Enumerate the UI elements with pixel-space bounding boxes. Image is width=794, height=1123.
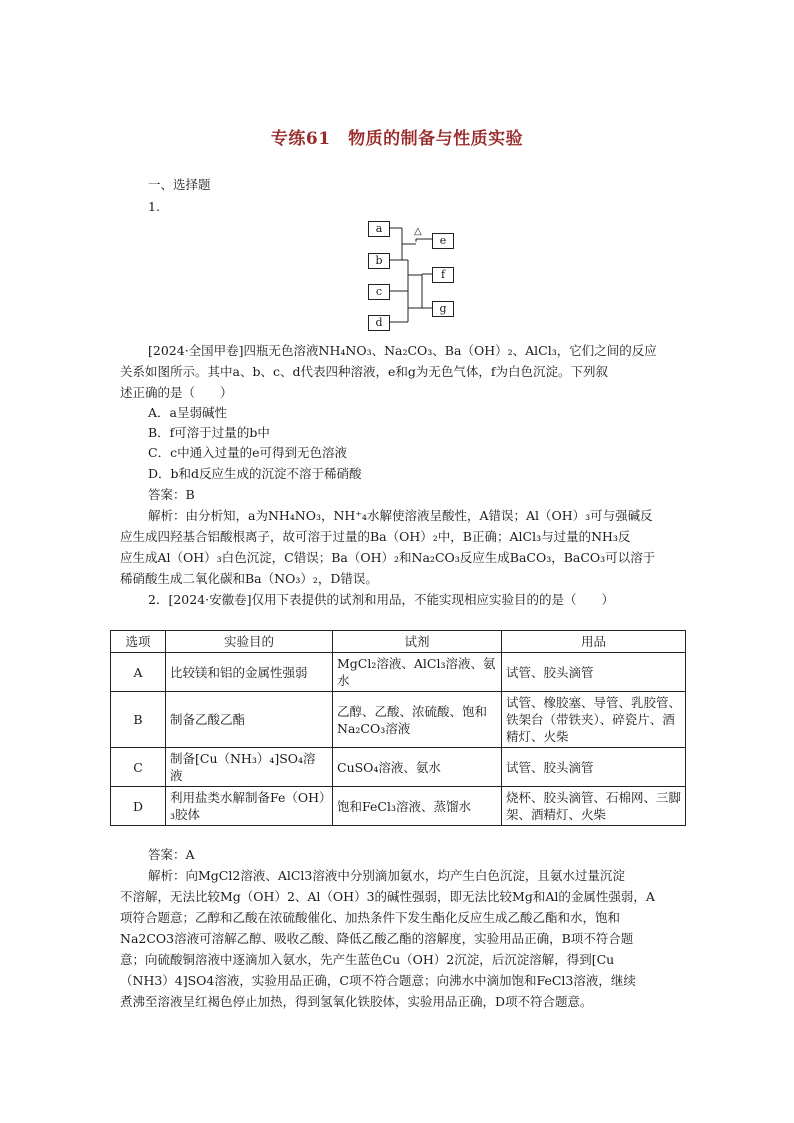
table-row xyxy=(111,748,686,787)
table-header-cell: 选项 xyxy=(111,631,166,653)
diagram-box-e: e xyxy=(432,233,454,249)
q1-analysis-line: 稀硝酸生成二氧化碳和Ba（NO₃）₂，D错误。 xyxy=(120,571,378,586)
table-cell: 乙醇、乙酸、浓硫酸、饱和Na₂CO₃溶液 xyxy=(333,692,502,748)
q2-analysis-line: 意；向硫酸铜溶液中逐滴加入氨水，先产生蓝色Cu（OH）2沉淀，后沉淀溶解，得到[Cu xyxy=(120,952,615,967)
table-cell: D xyxy=(111,787,166,826)
q2-answer: 答案：A xyxy=(148,847,195,862)
q1-option-a: A．a呈弱碱性 xyxy=(148,405,227,420)
table-cell: 比较镁和铝的金属性强弱 xyxy=(166,653,333,692)
table-cell: MgCl₂溶液、AlCl₃溶液、氨水 xyxy=(333,653,502,692)
q1-analysis-line: 应生成Al（OH）₃白色沉淀，C错误；Ba（OH）₂和Na₂CO₃反应生成BaCO₃，BaCO₃可以溶于 xyxy=(120,550,656,565)
q1-option-c: C．c中通入过量的e可得到无色溶液 xyxy=(148,445,347,460)
q1-stem-line: 关系如图所示。其中a、b、c、d代表四种溶液，e和g为无色气体，f为白色沉淀。下列叙 xyxy=(120,364,608,379)
diagram-box-b: b xyxy=(368,253,390,269)
q2-analysis-line: （NH3）4]SO4溶液，实验用品正确，C项不符合题意；向沸水中滴加饱和FeCl3溶液，继续 xyxy=(120,973,636,988)
diagram-box-c: c xyxy=(368,284,390,300)
table-row xyxy=(111,692,686,748)
q1-stem-line: [2024·全国甲卷]四瓶无色溶液NH₄NO₃、Na₂CO₃、Ba（OH）₂、AlCl₃，它们之间的反应 xyxy=(148,343,657,358)
table-cell: 烧杯、胶头滴管、石棉网、三脚架、酒精灯、火柴 xyxy=(502,787,686,826)
q2-analysis-line: 煮沸至溶液呈红褐色停止加热，得到氢氧化铁胶体，实验用品正确，D项不符合题意。 xyxy=(120,994,593,1009)
table-cell: 饱和FeCl₃溶液、蒸馏水 xyxy=(333,787,502,826)
q2-analysis-line: 解析：向MgCl2溶液、AlCl3溶液中分别滴加氨水，均产生白色沉淀，且氨水过量沉淀 xyxy=(148,868,625,883)
reaction-diagram xyxy=(360,216,470,334)
table-cell: A xyxy=(111,653,166,692)
table-header-cell: 用品 xyxy=(502,631,686,653)
diagram-box-f: f xyxy=(432,267,454,283)
table-header-cell: 实验目的 xyxy=(166,631,333,653)
q1-answer: 答案：B xyxy=(148,487,195,502)
section-heading: 一、选择题 xyxy=(148,177,211,192)
table-cell: CuSO₄溶液、氨水 xyxy=(333,748,502,787)
table-cell: 试管、橡胶塞、导管、乳胶管、铁架台（带铁夹）、碎瓷片、酒精灯、火柴 xyxy=(502,692,686,748)
q1-option-b: B．f可溶于过量的b中 xyxy=(148,425,270,440)
diagram-box-d: d xyxy=(368,315,390,331)
page-title: 专练61 物质的制备与性质实验 xyxy=(270,129,524,149)
q1-analysis-line: 应生成四羟基合铝酸根离子，故可溶于过量的Ba（OH）₂中，B正确；AlCl₃与过量的NH₃反 xyxy=(120,529,631,544)
table-header-cell: 试剂 xyxy=(333,631,502,653)
q2-analysis-line: 项符合题意；乙醇和乙酸在浓硫酸催化、加热条件下发生酯化反应生成乙酸乙酯和水，饱和 xyxy=(120,910,621,925)
question-number: 1. xyxy=(148,199,160,214)
diagram-box-g: g xyxy=(432,301,454,317)
table-cell: C xyxy=(111,748,166,787)
table-cell: 利用盐类水解制备Fe（OH）₃胶体 xyxy=(166,787,333,826)
table-cell: 制备[Cu（NH₃）₄]SO₄溶液 xyxy=(166,748,333,787)
q2-stem: 2．[2024·安徽卷]仅用下表提供的试剂和用品，不能实现相应实验目的的是（ ） xyxy=(148,592,614,607)
heating-triangle-icon: △ xyxy=(414,226,422,237)
table-cell: B xyxy=(111,692,166,748)
q2-analysis-line: 不溶解，无法比较Mg（OH）2、Al（OH）3的碱性强弱，即无法比较Mg和Al的金属性强弱，A xyxy=(120,889,655,904)
q1-analysis-line: 解析：由分析知，a为NH₄NO₃，NH⁺₄水解使溶液呈酸性，A错误；Al（OH）₃可与强碱反 xyxy=(148,508,653,523)
table-cell: 试管、胶头滴管 xyxy=(502,748,686,787)
table-cell: 制备乙酸乙酯 xyxy=(166,692,333,748)
diagram-box-a: a xyxy=(368,221,390,237)
q1-option-d: D．b和d反应生成的沉淀不溶于稀硝酸 xyxy=(148,466,362,481)
q2-analysis-line: Na2CO3溶液可溶解乙醇、吸收乙酸、降低乙酸乙酯的溶解度，实验用品正确，B项不符合题 xyxy=(120,931,634,946)
table-row xyxy=(111,787,686,826)
table-header-row xyxy=(111,631,686,653)
reagents-table xyxy=(110,630,686,826)
table-cell: 试管、胶头滴管 xyxy=(502,653,686,692)
table-row xyxy=(111,653,686,692)
q1-stem-line: 述正确的是（ ） xyxy=(120,385,233,400)
